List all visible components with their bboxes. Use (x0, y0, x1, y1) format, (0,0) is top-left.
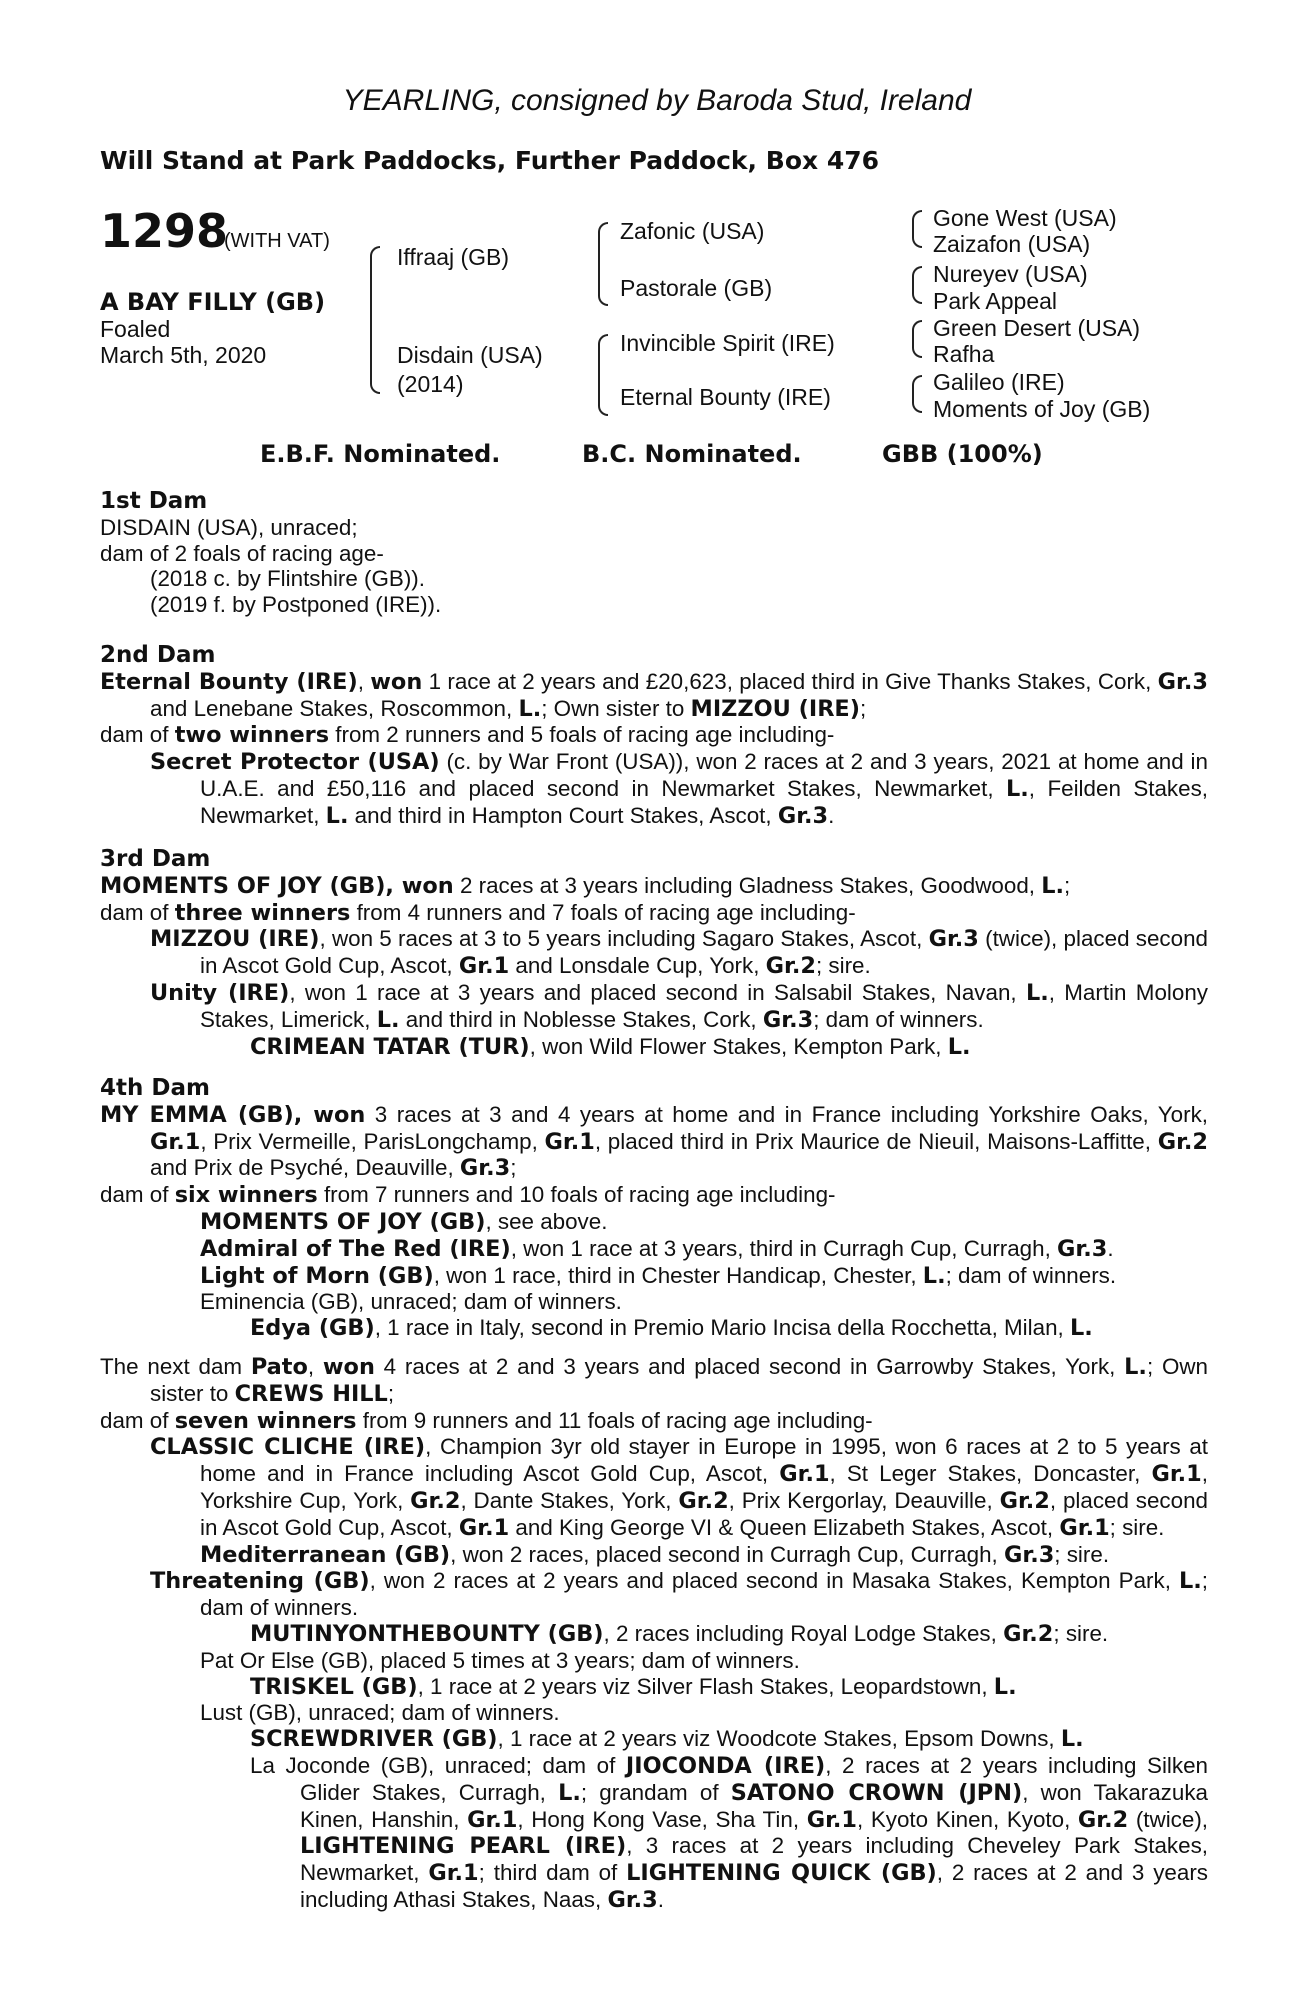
record-text: and Prix de Psyché, Deauville, (150, 1155, 460, 1181)
winners-count: six winners (174, 1182, 318, 1209)
record-text: 1 race at 2 years and £20,623, placed third in Give Thanks Stakes, Cork, (422, 668, 1158, 694)
produce-name: CLASSIC CLICHE (IRE) (150, 1434, 426, 1461)
record-text: ; (859, 695, 867, 721)
dam-name: Eternal Bounty (IRE) (100, 668, 358, 695)
first-dam-line: DISDAIN (USA), unraced; (100, 514, 358, 540)
produce-entry (100, 1621, 1208, 1648)
first-dam-section (100, 489, 1208, 618)
foal-entry: (2019 f. by Postponed (IRE)). (150, 592, 442, 618)
grade: Gr.2 (1077, 1806, 1129, 1833)
dam-record (100, 1102, 1208, 1182)
produce-entry: Eminencia (GB), unraced; dam of winners. (200, 1289, 622, 1315)
second-dam-section (100, 643, 1208, 830)
record-text: , Yorkshire Cup, York, (200, 1461, 1208, 1513)
record-text: from 2 runners and 5 foals of racing age including- (329, 722, 835, 748)
grade: Gr.1 (544, 1128, 595, 1155)
produce-entry (100, 1209, 1208, 1236)
produce-entry (100, 926, 1208, 980)
produce-name: LIGHTENING QUICK (GB) (626, 1860, 937, 1887)
record-text: , Feilden Stakes, Newmarket, (200, 775, 1209, 828)
record-text: ; (510, 1155, 517, 1181)
pedigree-g5: Green Desert (USA) (933, 315, 1141, 341)
produce-entry (100, 1674, 1208, 1701)
won-word: won (370, 668, 423, 695)
record-text: and Lonsdale Cup, York, (509, 953, 766, 979)
pedigree-dam-year: (2014) (397, 371, 464, 397)
consignment-header: YEARLING, consigned by Baroda Stud, Ireland (342, 84, 972, 117)
produce-name: SATONO CROWN (JPN) (730, 1779, 1023, 1806)
grade: Gr.1 (467, 1806, 518, 1833)
section-heading: 1st Dam (100, 488, 208, 514)
record-text: ; dam of winners. (200, 1568, 1209, 1621)
record-text: 3 races at 3 and 4 years at home and in France including Yorkshire Oaks, York, (365, 1101, 1208, 1127)
grade: L. (376, 1006, 400, 1033)
fourth-dam-section (100, 1076, 1208, 1342)
record-text: , won 1 race, third in Chester Handicap, Chester, (433, 1262, 923, 1288)
foal-entry: (2018 c. by Flintshire (GB)). (150, 566, 425, 592)
grade: L. (993, 1673, 1017, 1700)
produce-entry: Lust (GB), unraced; dam of winners. (200, 1700, 560, 1726)
record-text: ; sire. (815, 953, 871, 979)
section-heading: 4th Dam (100, 1075, 210, 1101)
pedigree-brace (912, 210, 922, 248)
pedigree-brace (370, 246, 380, 394)
grade: Gr.1 (779, 1461, 830, 1488)
grade: Gr.3 (762, 1006, 814, 1033)
record-text: , won Takarazuka Kinen, Hanshin, (300, 1779, 1208, 1832)
record-text: , Martin Molony Stakes, Limerick, (200, 979, 1208, 1032)
record-text: , won 1 race at 3 years and placed second in Salsabil Stakes, Navan, (289, 979, 1026, 1005)
dam-record (100, 873, 1208, 900)
produce-name: CRIMEAN TATAR (TUR) (250, 1033, 530, 1060)
pedigree-brace (598, 334, 608, 416)
record-text: ; (387, 1380, 395, 1406)
grade: L. (325, 802, 349, 829)
produce-entry (100, 1753, 1208, 1914)
record-text: , 1 race in Italy, second in Premio Mario Incisa della Rocchetta, Milan, (374, 1315, 1070, 1341)
record-text: , 1 race at 2 years viz Woodcote Stakes, Epsom Downs, (497, 1726, 1061, 1752)
grade: Gr.2 (1003, 1620, 1054, 1647)
grade: Gr.3 (777, 802, 829, 829)
gbb-rating: GBB (100%) (882, 440, 1043, 468)
produce-name: MOMENTS OF JOY (GB) (200, 1208, 486, 1235)
grade: L. (1069, 1315, 1093, 1342)
winners-count: seven winners (174, 1407, 357, 1434)
record-text: , Dante Stakes, York, (460, 1487, 679, 1513)
produce-name: Admiral of The Red (IRE) (200, 1235, 511, 1262)
produce-name: Edya (GB) (250, 1315, 375, 1342)
record-text: , see above. (485, 1208, 608, 1234)
record-text: (twice), placed second in Ascot Gold Cup, Ascot, (200, 926, 1208, 979)
record-text: (twice), (1128, 1806, 1208, 1832)
produce-summary (100, 1182, 1208, 1209)
dam-name: MOMENTS OF JOY (GB), won (100, 872, 454, 899)
first-dam-line: dam of 2 foals of racing age- (100, 540, 384, 566)
record-text: and third in Hampton Court Stakes, Ascot, (348, 802, 778, 828)
bc-nomination: B.C. Nominated. (582, 440, 802, 468)
produce-summary (100, 722, 1208, 749)
record-text: ; Own sister to (150, 1354, 1208, 1406)
record-text: ; grandam of (580, 1779, 731, 1805)
pedigree-brace (912, 320, 922, 358)
produce-name: SCREWDRIVER (GB) (250, 1726, 498, 1753)
record-text: , placed third in Prix Maurice de Nieuil, Maisons-Laffitte, (594, 1128, 1158, 1154)
lot-number: 1298 (100, 204, 229, 258)
grade: L. (558, 1779, 581, 1806)
record-text: . (828, 802, 835, 828)
produce-summary (100, 900, 1208, 927)
record-text: , Champion 3yr old stayer in Europe in 1995, won 6 races at 2 to 5 years at home and in France including Ascot Gold Cup, Ascot, (200, 1434, 1208, 1487)
pedigree-dam-sire: Invincible Spirit (IRE) (620, 330, 835, 356)
record-text: dam of (100, 1182, 175, 1208)
pedigree-dam: Disdain (USA) (397, 342, 543, 368)
grade: Gr.1 (458, 1514, 510, 1541)
won-word: won (322, 1354, 375, 1380)
record-text: The next dam (100, 1354, 251, 1379)
foaled-date: March 5th, 2020 (100, 342, 267, 368)
produce-summary (100, 1408, 1208, 1435)
produce-entry (100, 1542, 1208, 1569)
pedigree-g7: Galileo (IRE) (933, 369, 1065, 395)
record-text: 2 races at 3 years including Gladness Stakes, Goodwood, (453, 872, 1042, 898)
grade: Gr.2 (765, 953, 816, 980)
pedigree-g6: Rafha (933, 341, 995, 367)
record-text: dam of (100, 722, 175, 748)
record-text: from 9 runners and 11 foals of racing age including- (356, 1407, 873, 1433)
record-text: dam of (100, 899, 175, 925)
record-text: ; sire. (1109, 1514, 1165, 1540)
pedigree-g1: Gone West (USA) (933, 205, 1117, 231)
grade: Gr.3 (459, 1155, 511, 1182)
pedigree-g4: Park Appeal (933, 288, 1058, 314)
record-text: , won 2 races at 2 years and placed second in Masaka Stakes, Kempton Park, (369, 1568, 1179, 1594)
record-text: and Lenebane Stakes, Roscommon, (150, 695, 519, 721)
record-text: , St Leger Stakes, Doncaster, (829, 1461, 1152, 1487)
record-text: , 2 races at 2 and 3 years including Athasi Stakes, Naas, (300, 1860, 1208, 1912)
produce-entry (100, 1315, 1208, 1342)
foaled-label: Foaled (100, 316, 171, 342)
record-text: ; dam of winners. (813, 1006, 984, 1032)
record-text: , 1 race at 2 years viz Silver Flash Stakes, Leopardstown, (417, 1673, 994, 1699)
grade: Gr.1 (428, 1860, 479, 1887)
record-text: and King George VI & Queen Elizabeth Stakes, Ascot, (509, 1514, 1060, 1540)
record-text: dam of (100, 1407, 175, 1433)
produce-entry (100, 980, 1208, 1034)
pedigree-brace (912, 266, 922, 304)
dam-name: MY EMMA (GB), won (100, 1101, 366, 1128)
record-text: , Kyoto Kinen, Kyoto, (857, 1806, 1078, 1832)
record-text: from 4 runners and 7 foals of racing age including- (350, 899, 856, 925)
grade: L. (1041, 872, 1064, 899)
record-text: ; dam of winners. (945, 1262, 1117, 1288)
sister-name: MIZZOU (IRE) (690, 695, 860, 722)
record-text: . (657, 1886, 664, 1912)
grade: Gr.1 (1059, 1514, 1110, 1541)
record-text: (c. by War Front (USA)), won 2 races at 2 and 3 years, 2021 at home and in U.A.E. and £50,116 and placed second in Newmarket Stakes, Newmarket, (200, 749, 1208, 801)
record-text: , won 2 races, placed second in Curragh Cup, Curragh, (450, 1541, 1004, 1567)
grade: Gr.1 (1151, 1461, 1202, 1488)
pedigree-brace (912, 375, 922, 413)
produce-entry (100, 1434, 1208, 1541)
grade: Gr.3 (1157, 668, 1208, 695)
record-text: , placed second in Ascot Gold Cup, Ascot, (200, 1487, 1208, 1540)
record-text: , 3 races at 2 years including Cheveley Park Stakes, Newmarket, (300, 1833, 1208, 1886)
section-heading: 2nd Dam (100, 642, 216, 668)
record-text: , 2 races including Royal Lodge Stakes, (603, 1620, 1004, 1646)
produce-name: TRISKEL (GB) (250, 1673, 418, 1700)
third-dam-section (100, 847, 1208, 1060)
ebf-nomination: E.B.F. Nominated. (260, 440, 501, 468)
pedigree-g8: Moments of Joy (GB) (933, 396, 1151, 422)
dam-name: Pato (250, 1354, 308, 1380)
pedigree-dam-dam: Eternal Bounty (IRE) (620, 384, 831, 410)
pedigree-g2: Zaizafon (USA) (933, 231, 1091, 257)
grade: L. (1179, 1568, 1202, 1595)
record-text: , won Wild Flower Stakes, Kempton Park, (529, 1033, 948, 1059)
record-text: ; sire. (1054, 1541, 1110, 1567)
record-text: ; Own sister to (541, 695, 691, 721)
record-text: , won 1 race at 3 years, third in Curragh Cup, Curragh, (510, 1235, 1058, 1261)
grade: Gr.2 (999, 1487, 1050, 1514)
winners-count: two winners (174, 722, 330, 749)
record-text: ; sire. (1053, 1620, 1109, 1646)
grade: Gr.1 (150, 1128, 201, 1155)
grade: Gr.3 (1057, 1235, 1108, 1262)
produce-name: Light of Morn (GB) (200, 1262, 434, 1289)
produce-entry: Pat Or Else (GB), placed 5 times at 3 years; dam of winners. (200, 1647, 800, 1673)
pedigree-brace (598, 222, 608, 306)
grade: L. (922, 1262, 946, 1289)
produce-name: MUTINYONTHEBOUNTY (GB) (250, 1620, 604, 1647)
produce-name: LIGHTENING PEARL (IRE) (300, 1833, 627, 1860)
produce-entry (100, 1568, 1208, 1621)
pedigree-sire-dam: Pastorale (GB) (620, 275, 773, 301)
record-text: , Hong Kong Vase, Sha Tin, (517, 1806, 807, 1832)
horse-description: A BAY FILLY (GB) (100, 288, 326, 316)
record-text: 4 races at 2 and 3 years and placed second in Garrowby Stakes, York, (374, 1354, 1125, 1379)
produce-name: Mediterranean (GB) (200, 1541, 451, 1568)
section-heading: 3rd Dam (100, 846, 211, 872)
grade: Gr.2 (678, 1487, 729, 1514)
produce-entry (100, 1263, 1208, 1290)
winners-count: three winners (174, 899, 351, 926)
grade: Gr.3 (1003, 1541, 1055, 1568)
pedigree-sire: Iffraaj (GB) (397, 244, 510, 270)
sister-name: CREWS HILL (234, 1380, 388, 1407)
produce-entry (100, 1236, 1208, 1263)
lot-vat-note: (WITH VAT) (224, 230, 330, 252)
produce-name: JIOCONDA (IRE) (625, 1752, 826, 1779)
grade: Gr.1 (458, 953, 510, 980)
grade: L. (1025, 979, 1049, 1006)
record-text: and third in Noblesse Stakes, Cork, (399, 1006, 763, 1032)
grade: L. (518, 695, 542, 722)
grade: L. (947, 1033, 971, 1060)
record-text: ; (1064, 872, 1071, 898)
grade: L. (1006, 775, 1029, 802)
record-text: , Prix Kergorlay, Deauville, (728, 1487, 1000, 1513)
produce-name: Threatening (GB) (150, 1568, 370, 1595)
produce-entry (100, 1034, 1208, 1061)
dam-record: Eternal Bounty (IRE), won 1 race at 2 years and £20,623, placed third in Give Thanks Stakes, Cork, Gr.3 and Lenebane Stakes, Roscommon, L.; Own sister to MIZZOU (IRE); (100, 668, 1208, 722)
record-text: from 7 runners and 10 foals of racing age including- (317, 1182, 836, 1208)
record-text: , 2 races at 2 years including Silken Glider Stakes, Curragh, (300, 1752, 1208, 1805)
next-dam-section (100, 1354, 1208, 1914)
grade: L. (1060, 1726, 1084, 1753)
record-text: La Joconde (GB), unraced; dam of (250, 1752, 626, 1778)
pedigree-g3: Nureyev (USA) (933, 261, 1088, 287)
grade: Gr.2 (410, 1487, 461, 1514)
record-text: ; third dam of (478, 1860, 627, 1886)
record-text: . (1107, 1235, 1114, 1261)
produce-name: MIZZOU (IRE) (150, 926, 320, 953)
produce-name: Unity (IRE) (150, 979, 290, 1006)
grade: L. (1124, 1354, 1147, 1380)
record-text: , won 5 races at 3 to 5 years including Sagaro Stakes, Ascot, (319, 926, 929, 952)
produce-name: Secret Protector (USA) (150, 749, 440, 776)
grade: Gr.3 (928, 926, 979, 953)
dam-record: The next dam Pato, won 4 races at 2 and 3 years and placed second in Garrowby Stakes, York, L.; Own sister to CREWS HILL; (100, 1354, 1208, 1407)
produce-entry (100, 1726, 1208, 1753)
pedigree-sire-sire: Zafonic (USA) (620, 218, 765, 244)
produce-entry (100, 749, 1208, 829)
grade: Gr.2 (1157, 1128, 1208, 1155)
record-text: , Prix Vermeille, ParisLongchamp, (200, 1128, 545, 1154)
stand-location: Will Stand at Park Paddocks, Further Paddock, Box 476 (100, 146, 880, 175)
grade: Gr.1 (806, 1806, 857, 1833)
grade: Gr.3 (607, 1886, 658, 1913)
